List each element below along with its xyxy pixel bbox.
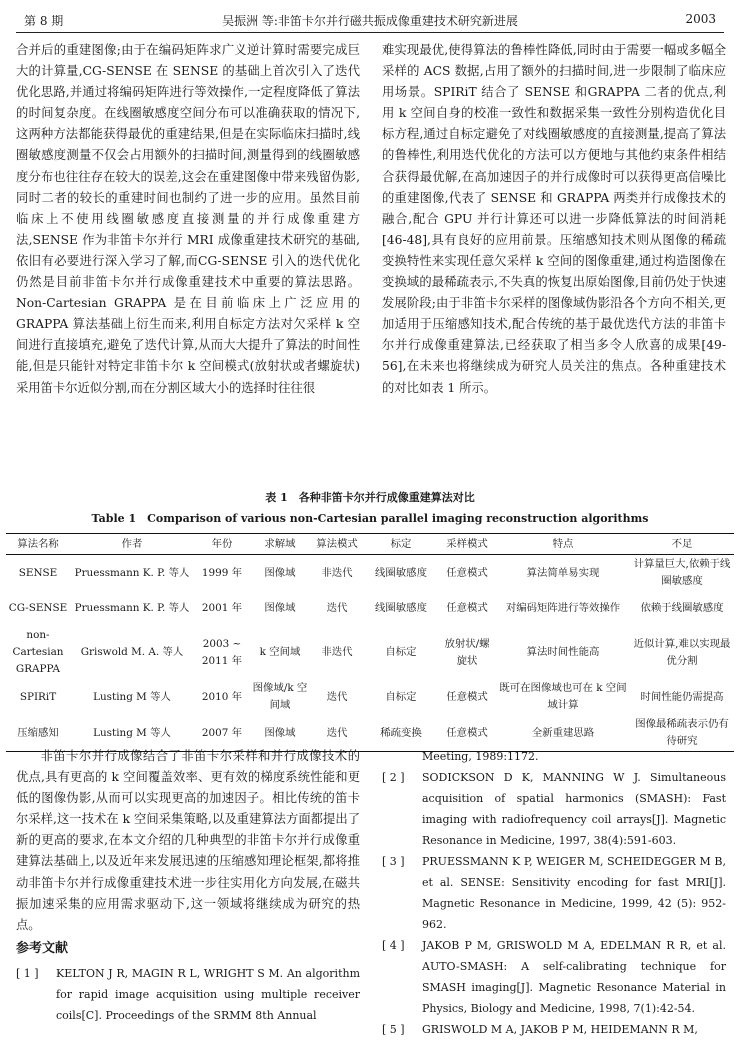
table-cell: 2001 年 [201, 602, 243, 614]
table-cell: 稀疏变换 [364, 715, 438, 752]
reference-item [16, 963, 360, 1026]
page-header [16, 10, 724, 33]
reference-text: GRISWOLD M A, JAKOB P M, HEIDEMANN R M, [422, 1023, 698, 1036]
right-column-top [382, 40, 726, 399]
table-header-cell: 不足 [630, 534, 734, 555]
reference-item [382, 1019, 726, 1040]
table-cell: 2010 年 [201, 690, 243, 703]
reference-text: PRUESSMANN K P, WEIGER M, SCHEIDEGGER M B, et al. SENSE: Sensitivity encoding for fast MRI[J]. Magnetic Resonance in Medicine, 1999, 42 (5): 952-962. [422, 855, 726, 931]
table-cell: 非迭代 [321, 566, 353, 579]
table-cell: 2003 ~ 2011 年 [201, 637, 243, 667]
comparison-table [6, 533, 734, 752]
page-number: 2003 [685, 12, 716, 26]
table-cell: k 空间域 [259, 646, 301, 658]
table-cell: 图像最稀疏表示仍有待研究 [630, 715, 734, 752]
table-cell: 迭代 [326, 602, 348, 614]
references-heading: 参考文献 [16, 940, 69, 956]
table-cell: 全新重建思路 [496, 715, 630, 752]
table-header-cell: 算法名称 [6, 534, 70, 555]
table-header-row [6, 534, 734, 555]
left-column-top [16, 40, 360, 399]
table-cell: 线圈敏感度 [375, 602, 427, 614]
left-column-bottom [16, 746, 360, 1026]
table-cell: Pruessmann K. P. 等人 [74, 602, 190, 614]
reference-number: [ 4 ] [382, 939, 405, 952]
table-header-cell: 作者 [70, 534, 194, 555]
reference-item [382, 767, 726, 851]
table-cell: 自标定 [385, 646, 417, 658]
reference-number: [ 2 ] [382, 771, 405, 784]
table-cell: 任意模式 [446, 690, 488, 703]
reference-number: [ 3 ] [382, 855, 405, 868]
table-cell: 任意模式 [438, 715, 496, 752]
table-caption-en: Table 1 Comparison of various non-Cartesian parallel imaging reconstruction algorithms [91, 512, 649, 525]
reference-text: JAKOB P M, GRISWOLD M A, EDELMAN R R, et al. AUTO-SMASH: A self-calibrating technique for SMASH imaging[J]. Magnetic Resonance Material in Physics, Biology and Medicine, 1998, 7(1):42-54. [422, 939, 726, 1015]
reference-number: [ 1 ] [16, 966, 39, 980]
reference-text: KELTON J R, MAGIN R L, WRIGHT S M. An algorithm for rapid image acquisition using multiple receiver coils[C]. Proceedings of the SRMM 8th Annual [56, 966, 360, 1022]
table-cell: 时间性能仍需提高 [640, 690, 724, 703]
table-cell: 算法简单易实现 [526, 566, 600, 579]
conclusion-paragraph: 非笛卡尔并行成像结合了非笛卡尔采样和并行成像技术的优点,具有更高的 k 空间覆盖效率、更有效的梯度系统性能和更低的图像伪影,从而可以实现更高的加速因子。相比传统的笛卡尔采样,这一技术在 k 空间采集策略,以及重建算法方面都提出了新的更高的要求,在本文介绍的几种典型的非笛卡尔并行成像重建算法基础上,以及近年来发展迅速的压缩感知理论框架,都将推动非笛卡尔并行成像重建技术进一步往实用化方向发展,在磁共振加速采集的应用需求驱动下,这一领域将继续成为研究的热点。 [16, 749, 360, 932]
table-cell: Lusting M 等人 [70, 715, 194, 752]
table-cell: 近似计算,难以实现最优分割 [633, 637, 731, 667]
table-cell: 非迭代 [321, 646, 353, 658]
reference-item [382, 935, 726, 1019]
table-cell: 迭代 [326, 690, 348, 703]
table-row [6, 626, 734, 679]
table-cell: 图像域 [264, 602, 296, 614]
table-cell: 图像域/k 空间域 [252, 682, 308, 711]
table-header-cell: 标定 [364, 534, 438, 555]
reference-continuation [382, 746, 726, 767]
table-header-cell: 求解域 [250, 534, 310, 555]
table-cell: Griswold M. A. 等人 [80, 646, 184, 658]
table-cell: 对编码矩阵进行等效操作 [505, 602, 621, 614]
table-header-cell: 特点 [496, 534, 630, 555]
reference-text: Meeting, 1989:1172. [422, 750, 539, 763]
table-header-cell: 年份 [194, 534, 250, 555]
table-cell: 算法时间性能高 [526, 646, 600, 658]
reference-text: SODICKSON D K, MANNING W J. Simultaneous acquisition of spatial harmonics (SMASH): Fast imaging with radiofrequency coil arrays[J]. Magnetic Resonance in Medicine, 1997, 38(4):591-603. [422, 771, 726, 847]
table-cell: 1999 年 [201, 566, 243, 579]
table-cell: 自标定 [385, 690, 417, 703]
table-cell: 依赖于线圈敏感度 [640, 602, 724, 614]
right-column-bottom [382, 746, 726, 1040]
table-row [6, 591, 734, 626]
table-cell: CG-SENSE [8, 602, 68, 614]
table-cell: Lusting M 等人 [93, 690, 171, 703]
body-paragraph: 合并后的重建图像;由于在编码矩阵求广义逆计算时需要完成巨大的计算量,CG-SENSE 在 SENSE 的基础上首次引入了迭代优化思路,并通过将编码矩阵进行等效操作,一定程度降低了算法的时间复杂度。在线圈敏感度空间分布可以准确获取的情况下,这两种方法都能获得最优的重建结果,但是在实际临床扫描时,线圈敏感度测量不仅会占用额外的扫描时间,测量得到的线圈敏感度分布也往往存在较大的误差,这会在重建图像中带来残留伪影,同时二者的较长的重建时间也制约了进一步的应用。虽然目前临床上不使用线圈敏感度直接测量的并行成像重建方法,SENSE 作为非笛卡尔并行 MRI 成像重建技术研究的基础,依旧有必要进行深入学习了解,而CG-SENSE 引入的迭代优化仍然是目前非笛卡尔并行成像重建技术中重要的算法思路。Non-Cartesian GRAPPA 是在目前临床上广泛应用的 GRAPPA 算法基础上衍生而来,利用自标定方法对欠采样 k 空间进行直接填充,避免了迭代计算,从而大大提升了算法的时间性能,但是只能针对特定非笛卡尔 k 空间模式(放射状或者螺旋状)采用笛卡尔近似分割,而在分割区域大小的选择时往往很 [16, 43, 360, 395]
issue-number: 第 8 期 [24, 14, 64, 28]
table-cell: 放射状/螺旋状 [444, 637, 490, 667]
table-cell: 迭代 [310, 715, 364, 752]
reference-item [382, 851, 726, 935]
table-cell: 压缩感知 [6, 715, 70, 752]
table-cell: non-Cartesian GRAPPA [12, 629, 64, 675]
table-cell: SENSE [18, 566, 58, 579]
table-row [6, 555, 734, 592]
table-cell: 既可在图像域也可在 k 空间域计算 [499, 682, 627, 711]
table-cell: 图像域 [264, 566, 296, 579]
table-cell: SPIRiT [19, 690, 57, 703]
table-header-cell: 采样模式 [438, 534, 496, 555]
table-row [6, 679, 734, 715]
table-cell: 2007 年 [194, 715, 250, 752]
body-paragraph: 难实现最优,使得算法的鲁棒性降低,同时由于需要一幅或多幅全采样的 ACS 数据,占用了额外的扫描时间,进一步限制了临床应用场景。SPIRiT 结合了 SENSE 和GRAPPA 二者的优点,利用 k 空间自身的校准一致性和数据采集一致性分别构造优化目标方程,通过自标定避免了对线圈敏感度的直接测量,提高了算法的鲁棒性,利用迭代优化的方法可以方便地与其他约束条件相结合获得最优解,在高加速因子的并行成像时可以获得更高信噪比的重建图像,代表了 SENSE 和 GRAPPA 两类并行成像技术的融合,配合 GPU 并行计算还可以进一步降低算法的时间消耗[46-48],具有良好的应用前景。压缩感知技术则从图像的稀疏变换特性来实现任意欠采样 k 空间的图像重建,通过构造图像在变换域的最稀疏表示,不失真的恢复出原始图像,目前仍处于快速发展阶段;由于非笛卡尔采样的图像域伪影沿各个方向不相关,更加适用于压缩感知技术,配合传统的基于最优迭代方法的非笛卡尔并行成像重建算法,已经获取了相当多令人欣喜的成果[49-56],在未来也将继续成为研究人员关注的焦点。各种重建技术的对比如表 1 所示。 [382, 43, 726, 395]
table-caption-zh: 表 1 各种非笛卡尔并行成像重建算法对比 [265, 491, 475, 504]
table-cell: 任意模式 [446, 602, 488, 614]
table-cell: 线圈敏感度 [375, 566, 427, 579]
table-cell: 图像域 [250, 715, 310, 752]
table-cell: Pruessmann K. P. 等人 [74, 566, 190, 579]
reference-number: [ 5 ] [382, 1023, 405, 1036]
running-title: 吴振洲 等:非笛卡尔并行磁共振成像重建技术研究新进展 [222, 14, 518, 28]
table-header-cell: 算法模式 [310, 534, 364, 555]
table-cell: 任意模式 [446, 566, 488, 579]
table-cell: 计算量巨大,依赖于线圈敏感度 [633, 558, 731, 587]
